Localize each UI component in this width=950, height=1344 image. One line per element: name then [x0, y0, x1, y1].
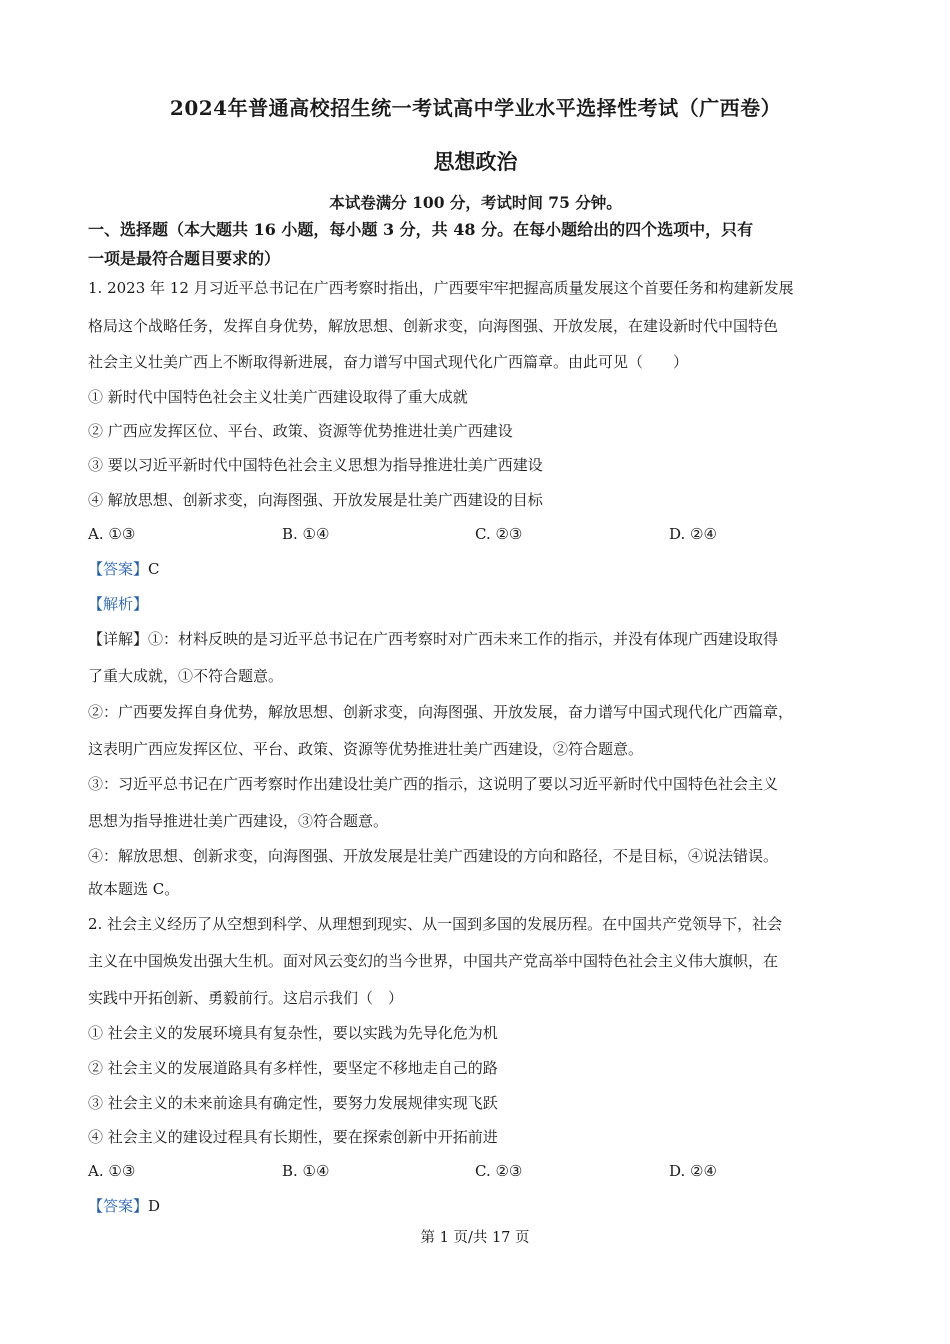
- q2-options: [88, 1161, 863, 1181]
- q1-answer: [88, 559, 863, 579]
- q2-stem-line1: 2. 社会主义经历了从空想到科学、从理想到现实、从一国到多国的发展历程。在中国共产党领导下，社会: [88, 915, 783, 933]
- q2-option-b: B. ①④: [282, 1162, 330, 1180]
- q1-stem-line1: 1. 2023 年 12 月习近平总书记在广西考察时指出，广西要牢牢把握高质量发展这个首要任务和构建新发展: [88, 279, 794, 297]
- q1-options: [88, 524, 863, 544]
- section-heading: [88, 215, 863, 273]
- q2-answer-value: D: [148, 1197, 161, 1215]
- q1-statement-3: ③ 要以习近平新时代中国特色社会主义思想为指导推进壮美广西建设: [88, 456, 543, 474]
- q2-stem-line2: 主义在中国焕发出强大生机。面对风云变幻的当今世界，中国共产党高举中国特色社会主义伟大旗帜，在: [88, 952, 779, 970]
- subject-title: 思想政治: [433, 149, 518, 174]
- q1-detail-line8: 故本题选 C。: [88, 880, 180, 898]
- q1-detail-line6: 思想为指导推进壮美广西建设，③符合题意。: [88, 812, 389, 830]
- q1-statement-1: ① 新时代中国特色社会主义壮美广西建设取得了重大成就: [88, 388, 468, 406]
- q1-option-c: C. ②③: [475, 525, 523, 543]
- q1-stem-line2: 格局这个战略任务，发挥自身优势，解放思想、创新求变，向海图强、开放发展，在建设新时代中国特色: [88, 317, 779, 335]
- q1-option-b: B. ①④: [282, 525, 330, 543]
- q1-statement-2: ② 广西应发挥区位、平台、政策、资源等优势推进壮美广西建设: [88, 422, 513, 440]
- section-heading-line1: 一、选择题（本大题共 16 小题，每小题 3 分，共 48 分。在每小题给出的四个选项中，只有: [88, 220, 754, 239]
- q1-analysis-tag: 【解析】: [88, 595, 149, 613]
- q1-statement-4: ④ 解放思想、创新求变，向海图强、开放发展是壮美广西建设的目标: [88, 491, 543, 509]
- q2-option-c: C. ②③: [475, 1162, 523, 1180]
- q2-statement-4: ④ 社会主义的建设过程具有长期性，要在探索创新中开拓前进: [88, 1128, 498, 1146]
- q2-statement-1: ① 社会主义的发展环境具有复杂性，要以实践为先导化危为机: [88, 1024, 498, 1042]
- q1-option-a: A. ①③: [88, 525, 136, 543]
- q1-detail-line2: 了重大成就，①不符合题意。: [88, 667, 284, 685]
- q1-detail-tag: 【详解】: [88, 630, 149, 648]
- q1-detail-text-1: ①：材料反映的是习近平总书记在广西考察时对广西未来工作的指示，并没有体现广西建设取得: [148, 630, 779, 648]
- q1-stem-line3: 社会主义壮美广西上不断取得新进展，奋力谱写中国式现代化广西篇章。由此可见（ ）: [88, 353, 689, 371]
- exam-info: 本试卷满分 100 分，考试时间 75 分钟。: [329, 193, 622, 212]
- q2-option-d: D. ②④: [669, 1162, 717, 1180]
- q1-answer-tag: 【答案】: [88, 560, 149, 578]
- q2-option-a: A. ①③: [88, 1162, 136, 1180]
- q2-answer-tag: 【答案】: [88, 1197, 149, 1215]
- q2-statement-3: ③ 社会主义的未来前途具有确定性，要努力发展规律实现飞跃: [88, 1094, 498, 1112]
- q1-detail-line1: [88, 629, 863, 649]
- q2-answer: [88, 1196, 863, 1216]
- q1-answer-value: C: [148, 560, 160, 578]
- page-footer: 第 1 页/共 17 页: [420, 1230, 530, 1246]
- section-heading-line2: 一项是最符合题目要求的）: [88, 249, 281, 268]
- q1-detail-line3: ②：广西要发挥自身优势，解放思想、创新求变，向海图强、开放发展，奋力谱写中国式现代化广西篇章，: [88, 703, 794, 721]
- q2-stem-line3: 实践中开拓创新、勇毅前行。这启示我们（ ）: [88, 989, 404, 1007]
- q1-option-d: D. ②④: [669, 525, 717, 543]
- q1-detail-line5: ③：习近平总书记在广西考察时作出建设壮美广西的指示，这说明了要以习近平新时代中国特色社会主义: [88, 775, 779, 793]
- q1-detail-line4: 这表明广西应发挥区位、平台、政策、资源等优势推进壮美广西建设，②符合题意。: [88, 740, 644, 758]
- q2-statement-2: ② 社会主义的发展道路具有多样性，要坚定不移地走自己的路: [88, 1059, 498, 1077]
- q1-detail-line7: ④：解放思想、创新求变，向海图强、开放发展是壮美广西建设的方向和路径，不是目标，④说法错误。: [88, 847, 779, 865]
- exam-title: 2024年普通高校招生统一考试高中学业水平选择性考试（广西卷）: [169, 96, 782, 120]
